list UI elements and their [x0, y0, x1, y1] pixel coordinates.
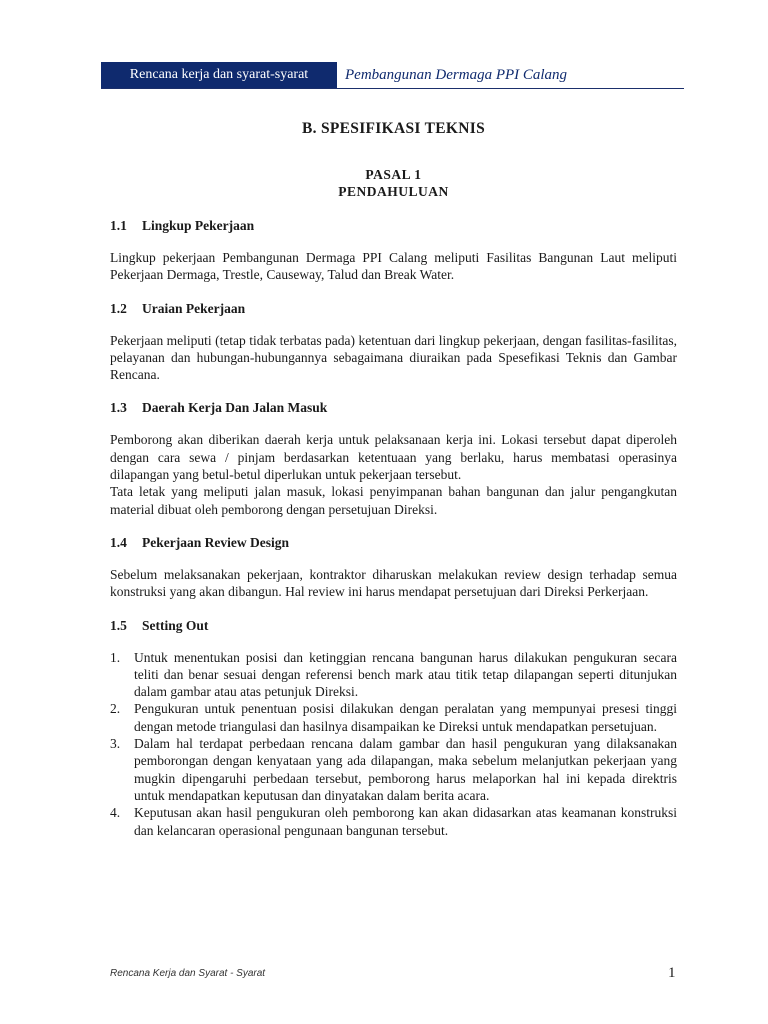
- list-item: [110, 804, 677, 839]
- section-paragraph: Pekerjaan meliputi (tetap tidak terbatas pada) ketentuan dari lingkup pekerjaan, dengan fasilitas-fasilitas, pelayanan dan hubungan-hubungannya sebagaimana diuraikan pada Spesefikasi Teknis dan Gambar Rencana.: [110, 332, 677, 383]
- list-item-text: Untuk menentukan posisi dan ketinggian rencana bangunan harus dilakukan pengukuran secara teliti dan benar sesuai dengan referensi bench mark atau titik tetap dilapangan seperti ditunjukan dalam gambar atau atas petunjuk Direksi.: [134, 649, 677, 700]
- list-item-text: Pengukuran untuk penentuan posisi dilakukan dengan peralatan yang mempunyai presesi tinggi dengan metode triangulasi dan hasilnya disampaikan ke Direksi untuk mendapatkan persetujuan.: [134, 701, 677, 734]
- list-item: [110, 735, 677, 804]
- section-title: Setting Out: [142, 617, 209, 633]
- document-body: [110, 120, 677, 839]
- document-title: B. SPESIFIKASI TEKNIS: [301, 120, 486, 137]
- page-number: 1: [668, 965, 676, 981]
- footer-label: Rencana Kerja dan Syarat - Syarat: [110, 968, 266, 979]
- section-number: 1.1: [110, 218, 127, 233]
- setting-out-list: [110, 649, 677, 839]
- section-paragraph: Tata letak yang meliputi jalan masuk, lokasi penyimpanan bahan bangunan dan jalur pengangkutan material dibuat oleh pemborong dengan persetujuan Direksi.: [110, 484, 677, 517]
- page-header: [101, 62, 684, 89]
- section-number: 1.4: [110, 534, 127, 550]
- list-item-text: Dalam hal terdapat perbedaan rencana dalam gambar dan hasil pengukuran yang dilaksanakan pemborongan dengan kenyataan yang ada dilapangan, maka sebelum melanjutkan pekerjaan yang mugkin dipengaruhi perbedaan tersebut, pemborong harus melaporkan hal ini kepada direktris untuk mendapatkan keputusan dan dinyatakan dalam berita acara.: [134, 736, 677, 803]
- list-marker: 2.: [110, 701, 121, 717]
- header-left-label: Rencana kerja dan syarat-syarat: [101, 62, 337, 88]
- pasal-subtitle: PENDAHULUAN: [338, 184, 449, 199]
- section-title: Daerah Kerja Dan Jalan Masuk: [142, 400, 328, 416]
- section-paragraph: Sebelum melaksanakan pekerjaan, kontraktor diharuskan melakukan review design terhadap semua konstruksi yang akan dibangun. Hal review ini harus mendapat persetujuan dari Direksi Perkerjaan.: [110, 566, 677, 600]
- section-paragraph: Lingkup pekerjaan Pembangunan Dermaga PPI Calang meliputi Fasilitas Bangunan Laut meliputi Pekerjaan Dermaga, Trestle, Causeway, Talud dan Break Water.: [110, 250, 677, 283]
- section-heading: [110, 617, 677, 634]
- list-marker: 1.: [110, 649, 121, 665]
- section-number: 1.3: [110, 400, 127, 416]
- section-title: Pekerjaan Review Design: [142, 534, 289, 550]
- list-item-text: Keputusan akan hasil pengukuran oleh pemborong kan akan didasarkan atas keamanan konstruksi dan kelancaran operasional pengunaan bangunan tersebut.: [134, 805, 677, 838]
- section-title: Uraian Pekerjaan: [142, 300, 246, 316]
- section-heading: [110, 217, 677, 234]
- pasal-number: PASAL 1: [365, 167, 422, 182]
- section-heading: [110, 300, 677, 317]
- list-marker: 3.: [110, 736, 121, 752]
- list-item: [110, 649, 677, 701]
- section-heading: [110, 399, 677, 416]
- section-heading: [110, 534, 677, 551]
- section-number: 1.2: [110, 300, 127, 316]
- header-right-label: Pembangunan Dermaga PPI Calang: [345, 67, 568, 83]
- pasal-heading: [110, 166, 677, 200]
- section-paragraph: Pemborong akan diberikan daerah kerja untuk pelaksanaan kerja ini. Lokasi tersebut dapat diperoleh dengan cara sewa / pinjam berdasarkan ketentuaan yang berlaku, harus membatasi operasinya dilapangan yang betul-betul diperlukan untuk pekerjaan tersebut.: [110, 432, 677, 483]
- list-marker: 4.: [110, 805, 121, 821]
- section-title: Lingkup Pekerjaan: [142, 218, 255, 233]
- section-number: 1.5: [110, 617, 127, 633]
- list-item: [110, 700, 677, 735]
